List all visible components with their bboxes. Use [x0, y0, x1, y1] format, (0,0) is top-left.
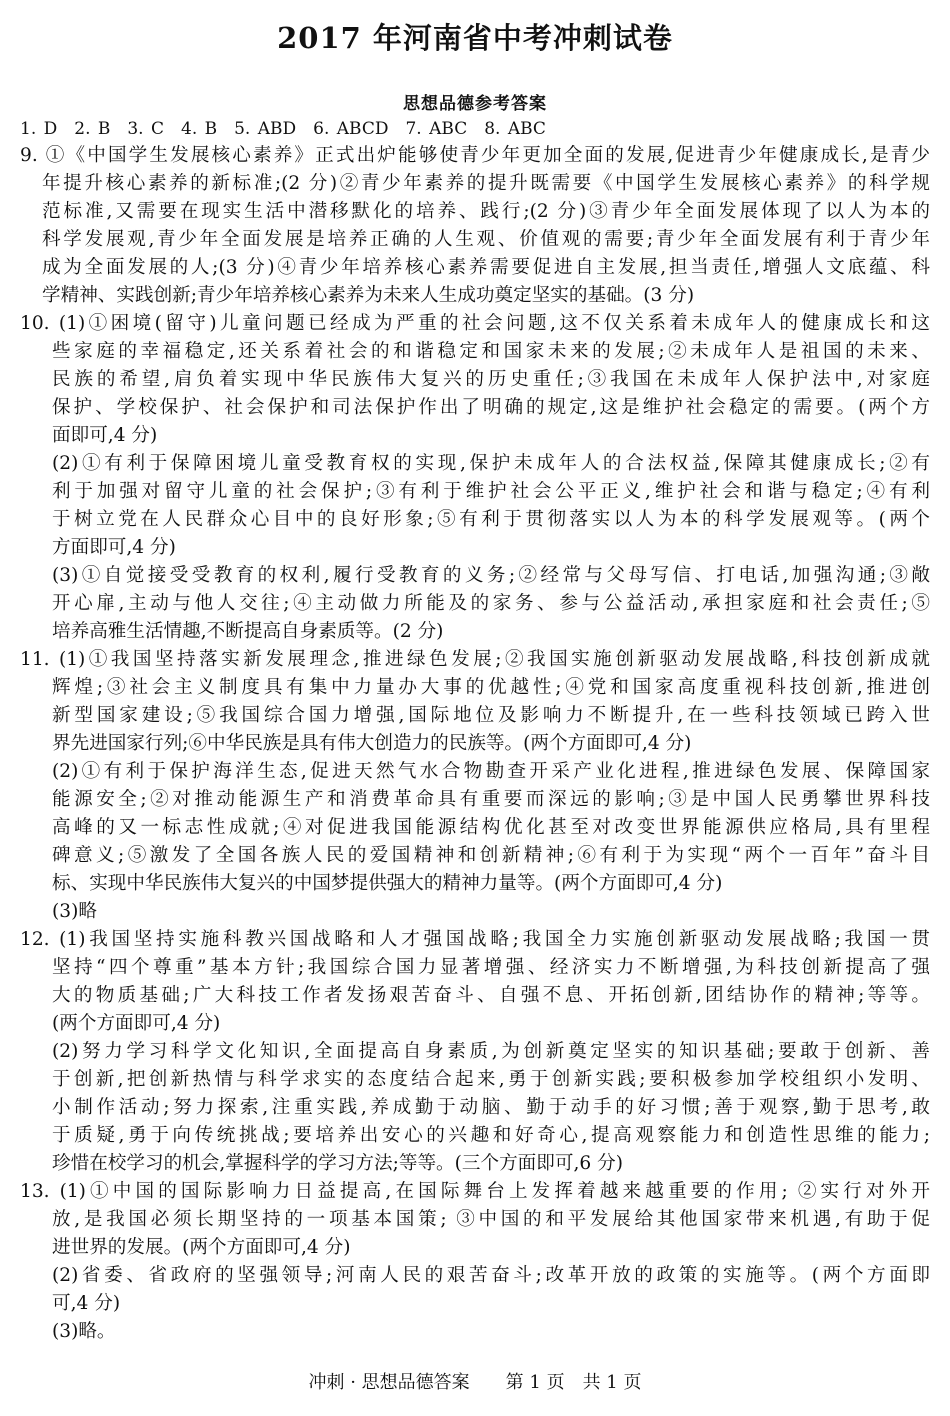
- answer-line: 开心扉,主动与他人交往;④主动做力所能及的家务、参与公益活动,承担家庭和社会责任;⑤: [52, 593, 930, 614]
- answer-line: 民族的希望,肩负着实现中华民族伟大复兴的历史重任;③我国在未成年人保护法中,对家庭: [52, 369, 930, 390]
- answer-line: 可,4 分): [52, 1293, 121, 1314]
- answer-line: (2)①有利于保护海洋生态,促进天然气水合物勘查开采产业化进程,推进绿色发展、保障国家: [52, 761, 930, 782]
- answer-line: 进世界的发展。(两个方面即可,4 分): [52, 1237, 351, 1258]
- answer-line: 珍惜在校学习的机会,掌握科学的学习方法;等等。(三个方面即可,6 分): [52, 1153, 623, 1174]
- answer-line: (2)省委、省政府的坚强领导;河南人民的艰苦奋斗;改革开放的政策的实施等。(两个方面即: [52, 1265, 930, 1286]
- answer-line: 面即可,4 分): [52, 425, 158, 446]
- answer-line: 碑意义;⑤激发了全国各族人民的爱国精神和创新精神;⑥有利于为实现“两个一百年”奋斗目: [52, 845, 930, 866]
- answer-line: 辉煌;③社会主义制度具有集中力量办大事的优越性;④党和国家高度重视科技创新,推进创: [52, 677, 930, 698]
- answer-line: 培养高雅生活情趣,不断提高自身素质等。(2 分): [52, 621, 444, 642]
- answer-line: 于质疑,勇于向传统挑战;要培养出安心的兴趣和好奇心,提高观察能力和创造性思维的能力;: [52, 1125, 930, 1146]
- answer-line: 11. (1)①我国坚持落实新发展理念,推进绿色发展;②我国实施创新驱动发展战略,科技创新成就: [20, 649, 930, 670]
- answer-line: 13. (1)①中国的国际影响力日益提高,在国际舞台上发挥着越来越重要的作用; ②实行对外开: [20, 1181, 930, 1202]
- answer-line: 方面即可,4 分): [52, 537, 176, 558]
- answer-line: 标、实现中华民族伟大复兴的中国梦提供强大的精神力量等。(两个方面即可,4 分): [52, 873, 723, 894]
- answer-line: 年提升核心素养的新标准;(2 分)②青少年素养的提升既需要《中国学生发展核心素养》的科学规: [42, 173, 930, 194]
- answer-line: (3)略。: [52, 1321, 116, 1342]
- answer-line: 能源安全;②对推动能源生产和消费革命具有重要而深远的影响;③是中国人民勇攀世界科技: [52, 789, 930, 810]
- answer-line: 高峰的又一标志性成就;④对促进我国能源结构优化甚至对改变世界能源供应格局,具有里程: [52, 817, 930, 838]
- answer-line: 放,是我国必须长期坚持的一项基本国策; ③中国的和平发展给其他国家带来机遇,有助于促: [52, 1209, 930, 1230]
- answer-line: 学精神、实践创新;青少年培养核心素养为未来人生成功奠定坚实的基础。(3 分): [42, 285, 695, 306]
- answer-line: 于树立党在人民群众心目中的良好形象;⑤有利于贯彻落实以人为本的科学发展观等。(两个: [52, 509, 930, 530]
- answer-line: 小制作活动;努力探索,注重实践,养成勤于动脑、勤于动手的好习惯;善于观察,勤于思考,敢: [52, 1097, 930, 1118]
- answer-line: 于创新,把创新热情与科学求实的态度结合起来,勇于创新实践;要积极参加学校组织小发明、: [52, 1069, 930, 1090]
- page-title: 2017 年河南省中考冲刺试卷: [277, 21, 673, 55]
- answer-line: (2)努力学习科学文化知识,全面提高自身素质,为创新奠定坚实的知识基础;要敢于创新、善: [52, 1041, 930, 1062]
- answer-line: 大的物质基础;广大科技工作者发扬艰苦奋斗、自强不息、开拓创新,团结协作的精神;等等。: [52, 985, 930, 1006]
- answer-line: 9. ①《中国学生发展核心素养》正式出炉能够使青少年更加全面的发展,促进青少年健康成长,是青少: [20, 145, 930, 166]
- answer-line: 12. (1)我国坚持实施科教兴国战略和人才强国战略;我国全力实施创新驱动发展战略;我国一贯: [20, 929, 930, 950]
- page-subtitle: 思想品德参考答案: [403, 94, 547, 114]
- answer-line: 新型国家建设;⑤我国综合国力增强,国际地位及影响力不断提升,在一些科技领域已跨入世: [52, 705, 930, 726]
- answer-line: 界先进国家行列;⑥中华民族是具有伟大创造力的民族等。(两个方面即可,4 分): [52, 733, 692, 754]
- answer-line: (3)略: [52, 901, 97, 922]
- answer-line: 些家庭的幸福稳定,还关系着社会的和谐稳定和国家未来的发展;②未成年人是祖国的未来、: [52, 341, 930, 362]
- multiple-choice-answers: 1. D 2. B 3. C 4. B 5. ABD 6. ABCD 7. ABC 8. ABC: [20, 119, 546, 139]
- answer-line: 利于加强对留守儿童的社会保护;③有利于维护社会公平正义,维护社会和谐与稳定;④有利: [52, 481, 930, 502]
- answer-line: 保护、学校保护、社会保护和司法保护作出了明确的规定,这是维护社会稳定的需要。(两个方: [52, 397, 930, 418]
- page-footer: 冲刺 · 思想品德答案 第 1 页 共 1 页: [308, 1372, 642, 1393]
- answer-line: 10. (1)①困境(留守)儿童问题已经成为严重的社会问题,这不仅关系着未成年人的健康成长和这: [20, 313, 930, 334]
- answer-line: (两个方面即可,4 分): [52, 1013, 221, 1034]
- answer-line: (2)①有利于保障困境儿童受教育权的实现,保护未成年人的合法权益,保障其健康成长;②有: [52, 453, 930, 474]
- answer-line: 范标准,又需要在现实生活中潜移默化的培养、践行;(2 分)③青少年全面发展体现了以人为本的: [42, 201, 930, 222]
- answer-line: 科学发展观,青少年全面发展是培养正确的人生观、价值观的需要;青少年全面发展有利于青少年: [42, 229, 930, 250]
- answer-line: 坚持“四个尊重”基本方针;我国综合国力显著增强、经济实力不断增强,为科技创新提高了强: [52, 957, 930, 978]
- answer-line: (3)①自觉接受受教育的权利,履行受教育的义务;②经常与父母写信、打电话,加强沟通;③敞: [52, 565, 930, 586]
- answer-line: 成为全面发展的人;(3 分)④青少年培养核心素养需要促进自主发展,担当责任,增强人文底蕴、科: [42, 257, 930, 278]
